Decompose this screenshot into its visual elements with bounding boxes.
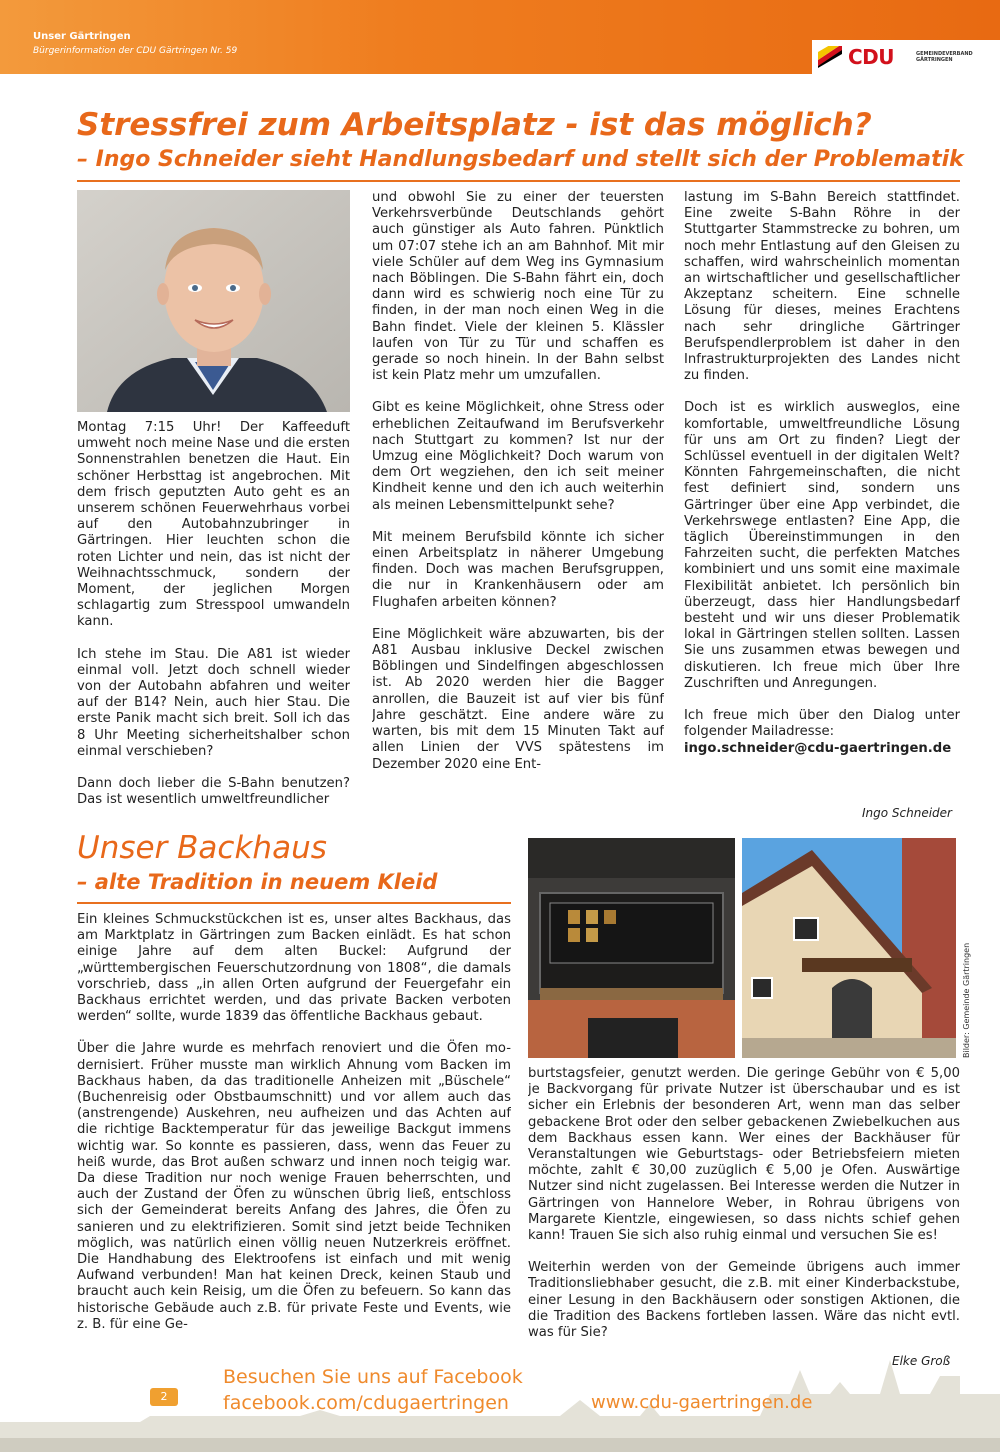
facebook-promo: Besuchen Sie uns auf Facebook (223, 1366, 523, 1388)
flag-icon (818, 46, 842, 68)
article1-column-3: lastung im S-Bahn Bereich stattfindet. Eine zweite S-Bahn Röhre in der Stuttgarter Stammstrecke zu bohren, um noch mehr Entlastung auf den Gleisen zu schaffen, wird wahrscheinlich momentan an wirtschaftlicher und gesellschaftlicher Akzeptanz scheitern. Eine schnelle Lösung für dieses, meines Erachtens nach sehr dringliche Gärtringer Berufspendlerproblem ist daher in den Infrastrukturprojekten des Landes nicht zu finden. Doch ist es wirklich ausweglos, eine komfortable, umweltfreundliche Lösung für uns am Ort zu finden? Liegt der Schlüssel eventuell in der digitalen Welt? Könnten Fahrgemeinschaften, die nicht fest definiert sind, sondern uns Gärtringer über eine App verbindet, die Verkehrswege entlasten? Eine App, die täglich Übereinstimmungen in den Fahrzeiten sucht, die perfekten Matches kombiniert und uns somit eine maximale Flexibilität anbietet. Ich persönlich bin überzeugt, dass hier Handlungsbedarf besteht und wir uns dieser Problematik lokal in Gärtringen stellen sollten. Lassen Sie uns zusammen etwas bewegen und diskutieren. Ich freue mich über Ihre Zuschriften und Anregungen. Ich freue mich über den Dialog unter folgender Mailadresse: ingo.schneider@cdu-gaertringen.de (684, 190, 960, 756)
website-link[interactable]: www.cdu-gaertringen.de (591, 1392, 813, 1413)
article1-column-2: und obwohl Sie zu einer der teuersten Verkehrsverbünde Deutschlands gehört auch günstiger als Auto fahren. Pünktlich um 07:07 stehe ich an am Bahnhof. Mit mir viele Schüler auf dem Weg ins Gymnasium nach Böblingen. Die S-Bahn fährt ein, doch dann wird es schwierig noch eine Tür zu finden, in der man noch einen Weg in die Bahn findet. Viele der kleinen 5. Klässler laufen von Tür zu Tür und schaffen es gerade so noch hinein. In der Bahn selbst ist kein Platz mehr um umzufallen. Gibt es keine Möglichkeit, ohne Stress oder erheblichen Zeitaufwand im Berufsverkehr nach Stuttgart zu kommen? Ist nur der Umzug eine Möglichkeit? Doch warum von dem Ort wegziehen, den ich seit meiner Kindheit kenne und den ich auch weiterhin als meinen Lebensmittelpunkt sehe? Mit meinem Berufsbild könnte ich sicher einen Arbeitsplatz in näherer Umgebung finden. Doch was machen Berufsgruppen, die nur in Krankenhäusern oder am Flughafen arbeiten können? Eine Möglichkeit wäre abzuwarten, bis der A81 Ausbau inklusive Deckel zwischen Böblingen und Sindelfingen abgeschlossen ist. Ab 2020 werden hier die Bagger anrollen, die Bauzeit ist auf vier bis fünf Jahre geschätzt. Eine andere wäre zu warten, bis mit dem 15 Minuten Takt auf allen Linien der VVS spätestens im Dezember 2020 eine Ent- (372, 190, 664, 772)
backhaus-oven-photo (528, 838, 735, 1058)
article2-column-1: Ein kleines Schmuckstückchen ist es, unser altes Backhaus, das am Marktplatz in Gärtringen zum Backen einlädt. Es hat schon einige Jahre auf dem alten Buckel: Aufgrund der „württembergischen Feuerschutzordnung von 1808“, die damals vorschrieb, dass „in allen Orten aufgrund der Feuergefahr ein Backhaus errichtet werden, und das private Backen verboten werden“ sollte, wurde 1839 das öffentliche Backhaus gebaut. Über die Jahre wurde es mehrfach renoviert und die Öfen mo- dernisiert. Früher musste man wirklich Ahnung vom Backen im Backhaus haben, da das traditionelle Anheizen mit „Büschele“ (Buchenreisig oder Obstbaumschnitt) und vor allem auch das (anstrengende) Auskehren, neu aufheizen und das Achten auf die richtige Backtemperatur für das jeweilige Backgut immens wichtig war. So konnte es passieren, dass, wenn das Feuer zu heiß wurde, das Brot außen schwarz und innen noch teigig war. Da diese Tradition nur noch wenige Frauen beherrschten, und auch der Zustand der Öfen zu wünschen übrig ließ, entschloss sich der Gemeinderat bereits Anfang des Jahres, die Öfen zu sanieren und zu elektrifizieren. Somit sind jetzt beide Techniken möglich, was natürlich einen völlig neuen Nutzerkreis eröffnet. Die Handhabung des Elektroofens ist einfach und mit wenig Aufwand verbunden! Man hat keinen Dreck, keinen Staub und braucht auch kein Reisig, um die Öfen zu befeuern. So kann das historische Gebäude auch z.B. für private Feste und Events, wie z. B. für eine Ge- (77, 912, 511, 1332)
cdu-logo[interactable] (812, 40, 1000, 74)
article1-column-1: Montag 7:15 Uhr! Der Kaffeeduft umweht noch meine Nase und die ersten Sonnenstrahlen benetzen die Haut. Ein schöner Herbsttag ist angebrochen. Mit dem frisch geputzten Auto geht es an unserem schönen Feuerwehrhaus vorbei auf den Autobahnzubringer in Gärtringen. Hier leuchten schon die roten Lichter und nein, das ist nicht der Weihnachtsschmuck, sondern der Moment, der jeglichen Morgen schlagartig zum Stresspool umwandeln kann. Ich stehe im Stau. Die A81 ist wieder einmal voll. Jetzt doch schnell wieder von der Autobahn abfahren und weiter auf der B14? Nein, auch hier Stau. Die erste Panik macht sich breit. Soll ich das 8 Uhr Meeting sicherheitshalber schon einmal verschieben? Dann doch lieber die S-Bahn benutzen? Das ist wesentlich umweltfreundlicher (77, 420, 350, 806)
publication-subtitle: Bürgerinformation der CDU Gärtringen Nr. 59 (33, 46, 238, 56)
facebook-link[interactable]: facebook.com/cdugaertringen (223, 1392, 509, 1414)
portrait-photo (77, 190, 350, 412)
article2-subheadline: – alte Tradition in neuem Kleid (77, 870, 438, 894)
headline-rule (77, 180, 960, 182)
logo-subtext: GEMEINDEVERBAND GÄRTRINGEN (916, 51, 973, 63)
page-header (0, 0, 1000, 74)
page-number: 2 (150, 1388, 178, 1406)
backhaus-building-photo (742, 838, 956, 1058)
article-headline: Stressfrei zum Arbeitsplatz - ist das möglich? (77, 107, 872, 143)
publication-title: Unser Gärtringen (33, 31, 131, 42)
contact-email-link[interactable]: ingo.schneider@cdu-gaertringen.de (684, 740, 952, 756)
article1-author: Ingo Schneider (862, 806, 952, 820)
article2-headline-rule (77, 902, 511, 904)
logo-wordmark: CDU (848, 45, 895, 69)
article-subheadline: – Ingo Schneider sieht Handlungsbedarf und stellt sich der Problematik (77, 147, 964, 172)
article2-headline: Unser Backhaus (77, 830, 327, 866)
article2-author: Elke Groß (892, 1354, 951, 1368)
article2-column-2: burtstagsfeier, genutzt werden. Die geringe Gebühr von € 5,00 je Backvorgang für private Nutzer ist überschaubar und es ist sicher ein Erlebnis der besonderen Art, wenn man das selber gebackene Brot oder den selber gebackenen Zwiebelkuchen aus dem Backhaus essen kann. Wer eines der Backhäuser für Veranstaltungen wie Geburtstags- oder Betriebsfeiern mieten möchte, zahlt € 30,00 zuzüglich € 5,00 je Ofen. Auswärtige Nutzer sind nicht zugelassen. Bei Interesse werden die Nutzer in Gärtringen von Hannelore Weber, in Rohrau übrigens von Margarete Kientzle, eingewiesen, so dass nichts schief gehen kann! Trauen Sie sich also ruhig einmal und versuchen Sie es! Weiterhin werden von der Gemeinde übrigens auch immer Traditionsliebhaber gesucht, die z.B. mit einer Kinderbackstube, einer Lesung in den Backhäusern oder sonstigen Aktionen, die die Tradition des Backens fortleben lassen. Wäre das nicht evtl. was für Sie? (528, 1066, 960, 1341)
photo-credit: Bilder: Gemeinde Gärtringen (962, 942, 971, 1058)
